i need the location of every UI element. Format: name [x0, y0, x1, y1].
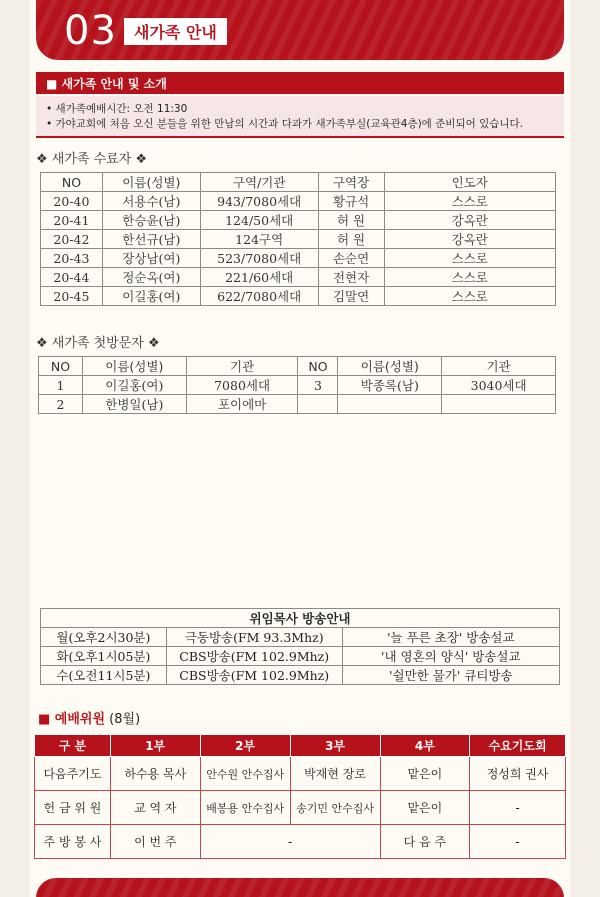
- worship-heading: [38, 708, 140, 727]
- col-header: 수요기도회: [470, 735, 566, 757]
- col-header: 1부: [110, 735, 200, 757]
- cell: 20-43: [41, 249, 103, 268]
- cell: 정성희 권사: [470, 757, 566, 791]
- table-row: [41, 647, 560, 666]
- cell: CBS방송(FM 102.9Mhz): [166, 666, 342, 685]
- table-row: [41, 211, 556, 230]
- cell: 맡은이: [380, 791, 470, 825]
- cell: 943/7080세대: [200, 192, 318, 211]
- page-edge-left: [0, 0, 30, 897]
- visitors-table: [38, 356, 556, 414]
- cell: '내 영혼의 양식' 방송설교: [342, 647, 559, 666]
- cell: 송기민 안수집사: [290, 791, 380, 825]
- cell: 1: [39, 376, 83, 395]
- cell: 하수용 목사: [110, 757, 200, 791]
- page-edge-right: [570, 0, 600, 897]
- col-header: 이름(성별): [338, 357, 442, 376]
- cell: 한병일(남): [82, 395, 186, 414]
- cell: 안수원 안수집사: [200, 757, 290, 791]
- cell: 박재현 장로: [290, 757, 380, 791]
- cell: 화(오후1시05분): [41, 647, 167, 666]
- table-row: [41, 192, 556, 211]
- cell: -: [470, 825, 566, 859]
- cell: 강옥란: [384, 211, 555, 230]
- intro-line-1: • 새가족예배시간: 오전 11:30: [46, 103, 188, 115]
- col-header: NO: [298, 357, 338, 376]
- cell: 스스로: [384, 268, 555, 287]
- cell: [338, 395, 442, 414]
- bulletin-page: [30, 0, 570, 897]
- intro-section-title: ■ 새가족 안내 및 소개: [36, 72, 564, 94]
- cell: [442, 395, 556, 414]
- col-header: 2부: [200, 735, 290, 757]
- cell: '늘 푸른 초장' 방송설교: [342, 628, 559, 647]
- cell: 다음주기도: [35, 757, 111, 791]
- table-row: [39, 395, 556, 414]
- cell: 헌 금 위 원: [35, 791, 111, 825]
- cell: 스스로: [384, 192, 555, 211]
- cell: -: [470, 791, 566, 825]
- cell: 한선규(남): [102, 230, 200, 249]
- cell: 20-45: [41, 287, 103, 306]
- cell: 손순연: [318, 249, 384, 268]
- col-header: 이름(성별): [102, 173, 200, 192]
- cell: [298, 395, 338, 414]
- cell: '쉴만한 물가' 큐티방송: [342, 666, 559, 685]
- cell: 황규석: [318, 192, 384, 211]
- cell: 2: [39, 395, 83, 414]
- broadcast-title-row: [41, 609, 560, 628]
- cell: 3: [298, 376, 338, 395]
- cell: 124/50세대: [200, 211, 318, 230]
- graduates-heading: ❖ 새가족 수료자 ❖: [36, 152, 148, 167]
- table-row: [41, 628, 560, 647]
- cell: 교 역 자: [110, 791, 200, 825]
- cell: 서용수(남): [102, 192, 200, 211]
- broadcast-table: [40, 608, 560, 685]
- col-header: 4부: [380, 735, 470, 757]
- cell: 20-44: [41, 268, 103, 287]
- table-row: [35, 757, 566, 791]
- graduates-table: [40, 172, 556, 306]
- cell: 622/7080세대: [200, 287, 318, 306]
- col-header: 기관: [186, 357, 298, 376]
- visitors-header-row: [39, 357, 556, 376]
- worship-header-row: [35, 735, 566, 757]
- cell: 이길홍(여): [82, 376, 186, 395]
- page-header: [36, 0, 564, 60]
- cell: 강옥란: [384, 230, 555, 249]
- graduates-header-row: [41, 173, 556, 192]
- cell: 맡은이: [380, 757, 470, 791]
- cell: 주 방 봉 사: [35, 825, 111, 859]
- cell: 포이에마: [186, 395, 298, 414]
- cell: 20-42: [41, 230, 103, 249]
- table-row: [41, 287, 556, 306]
- intro-line-2: • 가야교회에 처음 오신 분들을 위한 만남의 시간과 다과가 새가족부실(교육관4층)에 준비되어 있습니다.: [46, 118, 523, 130]
- cell: CBS방송(FM 102.9Mhz): [166, 647, 342, 666]
- cell: 장상남(여): [102, 249, 200, 268]
- cell: 3040세대: [442, 376, 556, 395]
- table-row: [41, 230, 556, 249]
- worship-heading-label: ■ 예배위원: [38, 712, 106, 727]
- cell: 이길홍(여): [102, 287, 200, 306]
- table-row: [35, 791, 566, 825]
- cell: 한승윤(남): [102, 211, 200, 230]
- col-header: 기관: [442, 357, 556, 376]
- table-row: [39, 376, 556, 395]
- cell: 221/60세대: [200, 268, 318, 287]
- table-row: [41, 666, 560, 685]
- cell: 정순옥(여): [102, 268, 200, 287]
- col-header: 구역장: [318, 173, 384, 192]
- cell: 김말연: [318, 287, 384, 306]
- section-number: 03: [64, 8, 117, 54]
- cell: 월(오후2시30분): [41, 628, 167, 647]
- cell: 20-40: [41, 192, 103, 211]
- cell: 수(오전11시5분): [41, 666, 167, 685]
- cell: 7080세대: [186, 376, 298, 395]
- cell: 이 번 주: [110, 825, 200, 859]
- page-footer: [36, 878, 564, 897]
- col-header: 인도자: [384, 173, 555, 192]
- table-row: [41, 249, 556, 268]
- cell: 허 원: [318, 230, 384, 249]
- col-header: 이름(성별): [82, 357, 186, 376]
- worship-table: [34, 734, 566, 859]
- intro-notice: [36, 96, 564, 138]
- table-row: [41, 268, 556, 287]
- cell: 20-41: [41, 211, 103, 230]
- cell: 124구역: [200, 230, 318, 249]
- cell: 다 음 주: [380, 825, 470, 859]
- col-header: 구역/기관: [200, 173, 318, 192]
- col-header: NO: [41, 173, 103, 192]
- col-header: 3부: [290, 735, 380, 757]
- visitors-heading: ❖ 새가족 첫방문자 ❖: [36, 336, 160, 351]
- cell: 극동방송(FM 93.3Mhz): [166, 628, 342, 647]
- col-header: NO: [39, 357, 83, 376]
- cell: 전현자: [318, 268, 384, 287]
- cell: 스스로: [384, 287, 555, 306]
- cell: 허 원: [318, 211, 384, 230]
- col-header: 구 분: [35, 735, 111, 757]
- cell: 스스로: [384, 249, 555, 268]
- cell: 523/7080세대: [200, 249, 318, 268]
- worship-month: (8월): [105, 712, 141, 727]
- broadcast-title: 위임목사 방송안내: [41, 609, 560, 628]
- cell: 박종록(남): [338, 376, 442, 395]
- cell: -: [200, 825, 380, 859]
- page-title: 새가족 안내: [124, 18, 227, 45]
- cell: 배봉용 안수집사: [200, 791, 290, 825]
- table-row: [35, 825, 566, 859]
